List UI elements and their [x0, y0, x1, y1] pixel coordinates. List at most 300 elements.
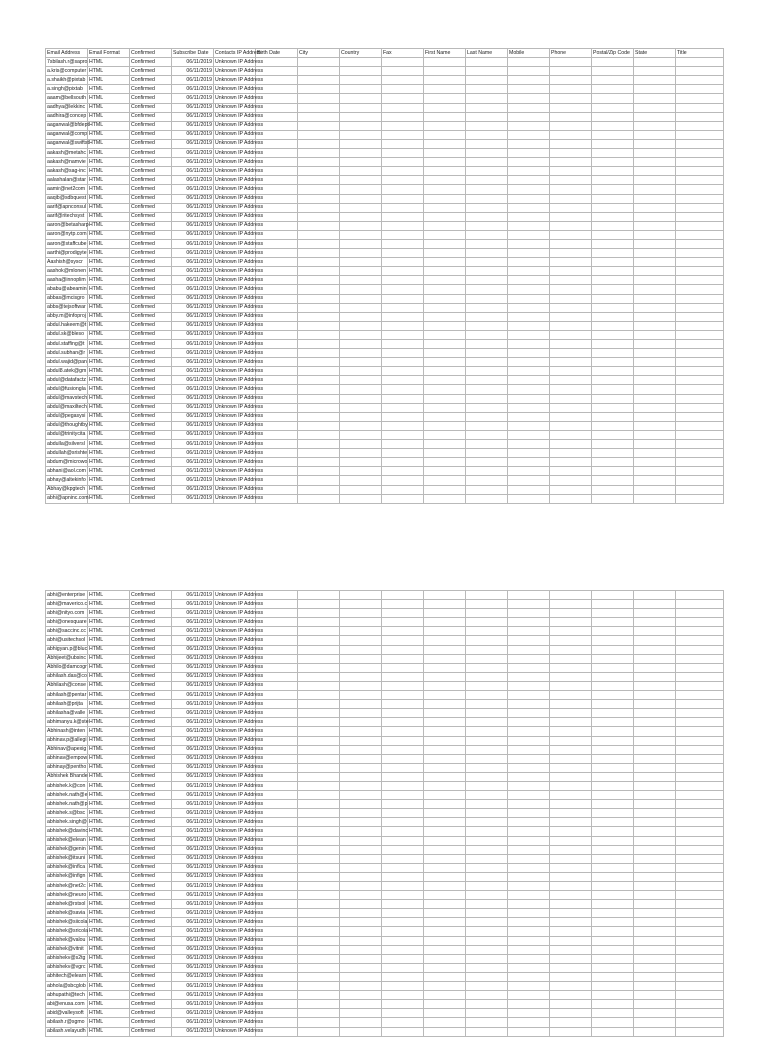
confirmed-cell: Confirmed — [130, 85, 172, 94]
confirmed-cell: Confirmed — [130, 718, 172, 727]
email-cell: abhay@altekinfo — [46, 476, 88, 485]
empty-cell — [382, 591, 424, 600]
empty-cell — [592, 636, 634, 645]
empty-cell — [424, 440, 466, 449]
empty-cell — [592, 1027, 634, 1036]
empty-cell — [592, 763, 634, 772]
empty-cell — [298, 700, 340, 709]
format-cell: HTML — [88, 285, 130, 294]
empty-cell — [424, 854, 466, 863]
subscribe-date-cell: 06/11/2019 — [172, 836, 214, 845]
empty-cell — [298, 754, 340, 763]
empty-cell — [466, 139, 508, 148]
table-row — [46, 954, 724, 963]
empty-cell — [466, 1000, 508, 1009]
empty-cell — [340, 654, 382, 663]
column-header: Phone — [550, 49, 592, 58]
email-cell: abhishek@davinc — [46, 827, 88, 836]
empty-cell — [634, 167, 676, 176]
empty-cell — [424, 991, 466, 1000]
empty-cell — [424, 112, 466, 121]
empty-cell — [382, 945, 424, 954]
email-cell: aaron@nytp.com — [46, 230, 88, 239]
empty-cell — [550, 781, 592, 790]
empty-cell — [592, 700, 634, 709]
empty-cell — [634, 394, 676, 403]
format-cell: HTML — [88, 591, 130, 600]
email-cell: abhilasha@valle — [46, 709, 88, 718]
empty-cell — [508, 176, 550, 185]
confirmed-cell: Confirmed — [130, 403, 172, 412]
email-cell: aakash@metahc — [46, 149, 88, 158]
empty-cell — [550, 76, 592, 85]
empty-cell — [298, 800, 340, 809]
empty-cell — [382, 982, 424, 991]
email-cell: abdul@thoughtby — [46, 421, 88, 430]
empty-cell — [424, 412, 466, 421]
table-row — [46, 303, 724, 312]
empty-cell — [340, 430, 382, 439]
empty-cell — [592, 185, 634, 194]
empty-cell — [340, 909, 382, 918]
empty-cell — [550, 303, 592, 312]
subscribe-date-cell: 06/11/2019 — [172, 945, 214, 954]
empty-cell — [676, 745, 724, 754]
empty-cell — [424, 927, 466, 936]
format-cell: HTML — [88, 149, 130, 158]
empty-cell — [592, 936, 634, 945]
empty-cell — [592, 112, 634, 121]
table-row — [46, 476, 724, 485]
subscribe-date-cell: 06/11/2019 — [172, 818, 214, 827]
email-cell: abhishek.s@bsc — [46, 809, 88, 818]
empty-cell — [634, 972, 676, 981]
empty-cell — [508, 294, 550, 303]
ip-address-cell: Unknown IP Address — [214, 203, 256, 212]
ip-address-cell: Unknown IP Address — [214, 458, 256, 467]
empty-cell — [676, 691, 724, 700]
empty-cell — [592, 972, 634, 981]
empty-cell — [382, 103, 424, 112]
table-row — [46, 449, 724, 458]
empty-cell — [382, 349, 424, 358]
empty-cell — [676, 85, 724, 94]
empty-cell — [550, 285, 592, 294]
empty-cell — [592, 349, 634, 358]
empty-cell — [550, 763, 592, 772]
empty-cell — [634, 94, 676, 103]
email-cell: abhilash@pentar — [46, 691, 88, 700]
empty-cell — [340, 476, 382, 485]
empty-cell — [382, 312, 424, 321]
confirmed-cell: Confirmed — [130, 836, 172, 845]
empty-cell — [298, 600, 340, 609]
empty-cell — [508, 963, 550, 972]
table-row — [46, 609, 724, 618]
empty-cell — [550, 149, 592, 158]
table-row — [46, 385, 724, 394]
empty-cell — [424, 103, 466, 112]
empty-cell — [676, 76, 724, 85]
empty-cell — [340, 67, 382, 76]
email-cell: aarif@ritechsyst — [46, 212, 88, 221]
empty-cell — [550, 736, 592, 745]
empty-cell — [424, 736, 466, 745]
empty-cell — [424, 267, 466, 276]
empty-cell — [340, 458, 382, 467]
empty-cell — [466, 230, 508, 239]
empty-cell — [508, 709, 550, 718]
empty-cell — [634, 672, 676, 681]
table-row — [46, 330, 724, 339]
empty-cell — [340, 591, 382, 600]
empty-cell — [382, 430, 424, 439]
format-cell: HTML — [88, 376, 130, 385]
empty-cell — [382, 239, 424, 248]
ip-address-cell: Unknown IP Address — [214, 430, 256, 439]
empty-cell — [634, 627, 676, 636]
format-cell: HTML — [88, 476, 130, 485]
subscribe-date-cell: 06/11/2019 — [172, 476, 214, 485]
empty-cell — [592, 158, 634, 167]
ip-address-cell: Unknown IP Address — [214, 303, 256, 312]
empty-cell — [634, 909, 676, 918]
subscribe-date-cell: 06/11/2019 — [172, 321, 214, 330]
table-row — [46, 891, 724, 900]
email-cell: abhinav.p@allegi — [46, 736, 88, 745]
subscribe-date-cell: 06/11/2019 — [172, 249, 214, 258]
empty-cell — [508, 185, 550, 194]
empty-cell — [592, 485, 634, 494]
empty-cell — [340, 872, 382, 881]
table-row — [46, 818, 724, 827]
empty-cell — [466, 863, 508, 872]
empty-cell — [298, 991, 340, 1000]
empty-cell — [592, 139, 634, 148]
ip-address-cell: Unknown IP Address — [214, 727, 256, 736]
format-cell: HTML — [88, 709, 130, 718]
empty-cell — [592, 654, 634, 663]
subscribe-date-cell: 06/11/2019 — [172, 149, 214, 158]
empty-cell — [592, 385, 634, 394]
empty-cell — [592, 421, 634, 430]
empty-cell — [298, 430, 340, 439]
format-cell: HTML — [88, 654, 130, 663]
empty-cell — [466, 421, 508, 430]
empty-cell — [592, 94, 634, 103]
empty-cell — [382, 412, 424, 421]
table-row — [46, 412, 724, 421]
empty-cell — [466, 781, 508, 790]
empty-cell — [550, 403, 592, 412]
column-header: Contacts IP Address — [214, 49, 256, 58]
empty-cell — [634, 330, 676, 339]
email-cell: abhi@apninc.com — [46, 494, 88, 503]
column-header: Fax — [382, 49, 424, 58]
empty-cell — [634, 476, 676, 485]
empty-cell — [424, 312, 466, 321]
subscribe-date-cell: 06/11/2019 — [172, 745, 214, 754]
empty-cell — [424, 321, 466, 330]
email-cell: abhishek@rstsol — [46, 900, 88, 909]
empty-cell — [676, 94, 724, 103]
ip-address-cell: Unknown IP Address — [214, 167, 256, 176]
confirmed-cell: Confirmed — [130, 1000, 172, 1009]
empty-cell — [424, 249, 466, 258]
format-cell: HTML — [88, 854, 130, 863]
empty-cell — [382, 121, 424, 130]
empty-cell — [298, 421, 340, 430]
empty-cell — [298, 636, 340, 645]
subscribe-date-cell: 06/11/2019 — [172, 440, 214, 449]
empty-cell — [592, 609, 634, 618]
empty-cell — [634, 294, 676, 303]
table-row — [46, 718, 724, 727]
empty-cell — [592, 909, 634, 918]
empty-cell — [382, 772, 424, 781]
subscribe-date-cell: 06/11/2019 — [172, 494, 214, 503]
empty-cell — [550, 854, 592, 863]
empty-cell — [298, 772, 340, 781]
empty-cell — [298, 121, 340, 130]
ip-address-cell: Unknown IP Address — [214, 800, 256, 809]
empty-cell — [676, 340, 724, 349]
email-cell: a.singh@pixtab — [46, 85, 88, 94]
column-header: Country — [340, 49, 382, 58]
empty-cell — [508, 203, 550, 212]
spreadsheet-page-2 — [45, 590, 724, 1037]
empty-cell — [550, 809, 592, 818]
empty-cell — [298, 239, 340, 248]
empty-cell — [508, 909, 550, 918]
table-row — [46, 185, 724, 194]
subscribe-date-cell: 06/11/2019 — [172, 618, 214, 627]
empty-cell — [466, 112, 508, 121]
empty-cell — [676, 149, 724, 158]
table-row — [46, 800, 724, 809]
table-row — [46, 239, 724, 248]
empty-cell — [550, 176, 592, 185]
empty-cell — [550, 112, 592, 121]
subscribe-date-cell: 06/11/2019 — [172, 882, 214, 891]
confirmed-cell: Confirmed — [130, 58, 172, 67]
empty-cell — [340, 385, 382, 394]
empty-cell — [382, 909, 424, 918]
format-cell: HTML — [88, 321, 130, 330]
table-row — [46, 1018, 724, 1027]
ip-address-cell: Unknown IP Address — [214, 845, 256, 854]
empty-cell — [382, 367, 424, 376]
empty-cell — [508, 412, 550, 421]
empty-cell — [340, 276, 382, 285]
spreadsheet-page-1 — [45, 48, 724, 504]
ip-address-cell: Unknown IP Address — [214, 58, 256, 67]
empty-cell — [634, 139, 676, 148]
empty-cell — [550, 963, 592, 972]
empty-cell — [592, 294, 634, 303]
empty-cell — [424, 1000, 466, 1009]
ip-address-cell: Unknown IP Address — [214, 385, 256, 394]
empty-cell — [592, 800, 634, 809]
ip-address-cell: Unknown IP Address — [214, 285, 256, 294]
table-row — [46, 882, 724, 891]
empty-cell — [298, 763, 340, 772]
table-row — [46, 863, 724, 872]
empty-cell — [634, 600, 676, 609]
empty-cell — [550, 636, 592, 645]
empty-cell — [424, 294, 466, 303]
empty-cell — [382, 636, 424, 645]
empty-cell — [508, 485, 550, 494]
empty-cell — [466, 85, 508, 94]
empty-cell — [592, 863, 634, 872]
empty-cell — [424, 700, 466, 709]
empty-cell — [298, 458, 340, 467]
ip-address-cell: Unknown IP Address — [214, 818, 256, 827]
email-cell: abhishek@inflca — [46, 863, 88, 872]
empty-cell — [508, 718, 550, 727]
empty-cell — [508, 194, 550, 203]
confirmed-cell: Confirmed — [130, 139, 172, 148]
empty-cell — [298, 891, 340, 900]
format-cell: HTML — [88, 58, 130, 67]
empty-cell — [424, 121, 466, 130]
empty-cell — [340, 149, 382, 158]
empty-cell — [676, 239, 724, 248]
format-cell: HTML — [88, 772, 130, 781]
format-cell: HTML — [88, 76, 130, 85]
empty-cell — [424, 85, 466, 94]
table-row — [46, 872, 724, 881]
subscribe-date-cell: 06/11/2019 — [172, 918, 214, 927]
format-cell: HTML — [88, 176, 130, 185]
empty-cell — [298, 285, 340, 294]
empty-cell — [466, 367, 508, 376]
empty-cell — [550, 681, 592, 690]
empty-cell — [340, 467, 382, 476]
empty-cell — [508, 440, 550, 449]
empty-cell — [466, 376, 508, 385]
empty-cell — [634, 403, 676, 412]
empty-cell — [382, 130, 424, 139]
empty-cell — [634, 340, 676, 349]
empty-cell — [676, 900, 724, 909]
empty-cell — [382, 485, 424, 494]
empty-cell — [298, 609, 340, 618]
empty-cell — [592, 358, 634, 367]
table-row — [46, 754, 724, 763]
empty-cell — [298, 312, 340, 321]
empty-cell — [550, 982, 592, 991]
empty-cell — [592, 1018, 634, 1027]
format-cell: HTML — [88, 809, 130, 818]
confirmed-cell: Confirmed — [130, 249, 172, 258]
email-cell: Abhay@kpgtech — [46, 485, 88, 494]
email-cell: abdul8.atek@gm — [46, 367, 88, 376]
empty-cell — [508, 991, 550, 1000]
empty-cell — [340, 781, 382, 790]
email-cell: Abhinash@inten — [46, 727, 88, 736]
empty-cell — [592, 321, 634, 330]
empty-cell — [550, 745, 592, 754]
empty-cell — [382, 1009, 424, 1018]
empty-cell — [676, 67, 724, 76]
format-cell: HTML — [88, 294, 130, 303]
empty-cell — [592, 239, 634, 248]
empty-cell — [508, 321, 550, 330]
empty-cell — [592, 194, 634, 203]
empty-cell — [424, 972, 466, 981]
empty-cell — [298, 212, 340, 221]
empty-cell — [550, 294, 592, 303]
empty-cell — [634, 494, 676, 503]
empty-cell — [340, 376, 382, 385]
empty-cell — [592, 772, 634, 781]
empty-cell — [424, 845, 466, 854]
table-row — [46, 772, 724, 781]
ip-address-cell: Unknown IP Address — [214, 918, 256, 927]
empty-cell — [550, 330, 592, 339]
empty-cell — [508, 212, 550, 221]
email-cell: abbs@tejsoftwar — [46, 303, 88, 312]
empty-cell — [676, 1018, 724, 1027]
empty-cell — [340, 421, 382, 430]
subscribe-date-cell: 06/11/2019 — [172, 212, 214, 221]
email-cell: Abhilo@damcogr — [46, 663, 88, 672]
table-row — [46, 112, 724, 121]
subscribe-date-cell: 06/11/2019 — [172, 394, 214, 403]
empty-cell — [508, 945, 550, 954]
empty-cell — [550, 276, 592, 285]
table-row — [46, 627, 724, 636]
confirmed-cell: Confirmed — [130, 618, 172, 627]
empty-cell — [550, 385, 592, 394]
empty-cell — [634, 421, 676, 430]
empty-cell — [466, 67, 508, 76]
empty-cell — [340, 321, 382, 330]
ip-address-cell: Unknown IP Address — [214, 94, 256, 103]
empty-cell — [424, 203, 466, 212]
empty-cell — [676, 258, 724, 267]
empty-cell — [466, 818, 508, 827]
confirmed-cell: Confirmed — [130, 421, 172, 430]
empty-cell — [424, 285, 466, 294]
empty-cell — [550, 349, 592, 358]
empty-cell — [382, 745, 424, 754]
empty-cell — [298, 691, 340, 700]
empty-cell — [298, 900, 340, 909]
empty-cell — [550, 863, 592, 872]
confirmed-cell: Confirmed — [130, 476, 172, 485]
email-cell: aadhya@lekkinc — [46, 103, 88, 112]
empty-cell — [340, 58, 382, 67]
subscribe-date-cell: 06/11/2019 — [172, 412, 214, 421]
confirmed-cell: Confirmed — [130, 303, 172, 312]
empty-cell — [550, 185, 592, 194]
empty-cell — [298, 654, 340, 663]
confirmed-cell: Confirmed — [130, 112, 172, 121]
empty-cell — [508, 645, 550, 654]
empty-cell — [298, 854, 340, 863]
subscribe-date-cell: 06/11/2019 — [172, 991, 214, 1000]
empty-cell — [298, 791, 340, 800]
empty-cell — [466, 691, 508, 700]
empty-cell — [340, 845, 382, 854]
confirmed-cell: Confirmed — [130, 258, 172, 267]
empty-cell — [550, 421, 592, 430]
ip-address-cell: Unknown IP Address — [214, 681, 256, 690]
empty-cell — [424, 945, 466, 954]
